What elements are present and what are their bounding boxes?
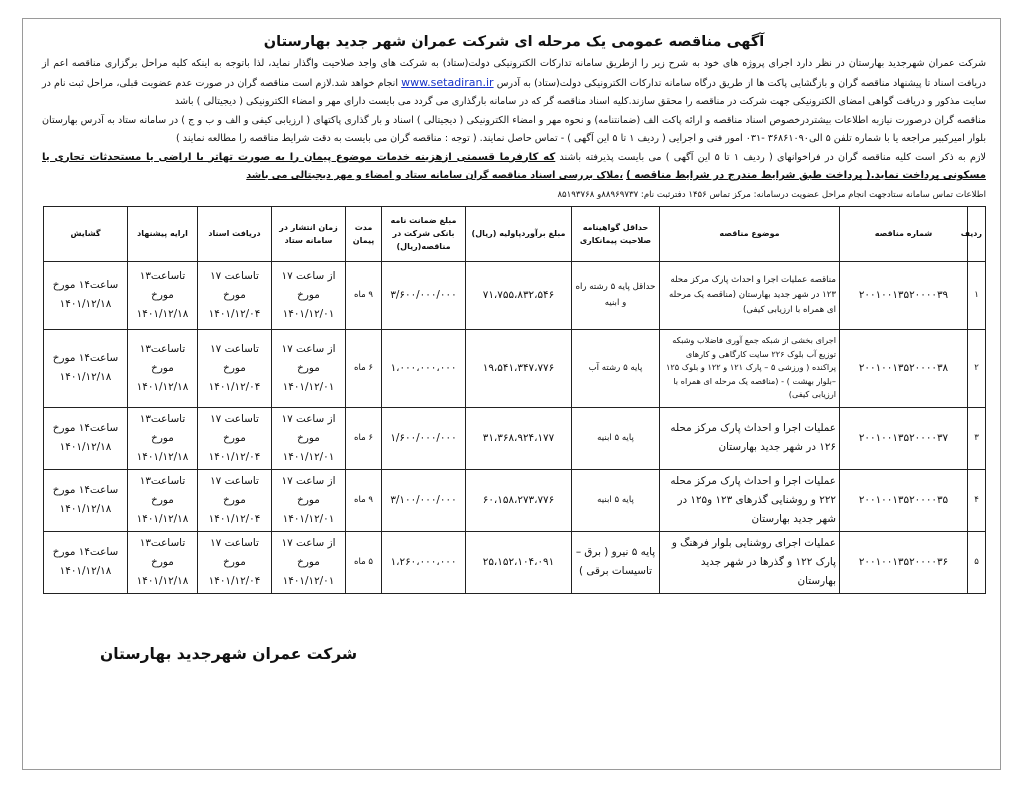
- cell-publish: از ساعت ۱۷ مورخ ۱۴۰۱/۱۲/۰۱: [272, 469, 346, 531]
- payment-paragraph: [42, 149, 986, 186]
- cell-index: ۴: [968, 469, 986, 531]
- cell-estimate: ۶۰،۱۵۸،۲۷۳،۷۷۶: [466, 469, 572, 531]
- cell-qualification: پایه ۵ ابنیه: [572, 469, 660, 531]
- cell-open: ساعت۱۴ مورخ ۱۴۰۱/۱۲/۱۸: [44, 531, 128, 593]
- cell-publish: از ساعت ۱۷ مورخ ۱۴۰۱/۱۲/۰۱: [272, 329, 346, 407]
- cell-qualification: حداقل پایه ۵ رشته راه و ابنیه: [572, 261, 660, 329]
- cell-publish: از ساعت ۱۷ مورخ ۱۴۰۱/۱۲/۰۱: [272, 261, 346, 329]
- table-row: [44, 531, 986, 593]
- info-paragraph: مناقصه گران درصورت نیازبه اطلاعات بیشتردرخصوص اسناد مناقصه و ارائه پاکت الف (ضمانتنامه) و نحوه مهر و امضاء الکترونیکی ( دیجیتالی ) اسناد و بار گذاری پاکتهای ( ارزیابی کیفی و الف و ب و ج ) در سامانه ستاد به آدرس بهارستان بلوار امیرکبیر مراجعه یا با شماره تلفن ۵ الی۳۶۸۶۱۰۹۰ -۰۳۱ امور فنی و اجرایی ( ردیف ۱ تا ۵ این آگهی ) - تماس حاصل نمایند. ( توجه : مناقصه گران می بایست به دقت شرایط مناقصه را مطالعه نمایند ): [42, 114, 986, 144]
- cell-submit: تاساعت۱۳ مورخ ۱۴۰۱/۱۲/۱۸: [128, 531, 198, 593]
- cell-estimate: ۲۵،۱۵۲،۱۰۴،۰۹۱: [466, 531, 572, 593]
- cell-estimate: ۳۱،۳۶۸،۹۲۴،۱۷۷: [466, 407, 572, 469]
- header-subject: موضوع مناقصه: [660, 206, 840, 261]
- intro-text-part2: انجام خواهد شد.لازم است مناقصه گران در صورت عدم عضویت قبلی، مراحل ثبت نام در سایت مذکور و دریافت گواهی امضای الکترونیکی جهت شرکت در مناقصه را محقق سازند.کلیه اسناد مناقصه گر که در سامانه بارگذاری می گردد می بایست دارای مهر و امضاء الکترونیکی ( دیجیتالی ) باشد: [42, 77, 986, 107]
- cell-tender-number: ۲۰۰۱۰۰۱۳۵۲۰۰۰۰۳۶: [840, 531, 968, 593]
- header-guarantee: مبلغ ضمانت نامه بانکی شرکت در مناقصه(ریال): [382, 206, 466, 261]
- cell-guarantee: ۱/۶۰۰/۰۰۰/۰۰۰: [382, 407, 466, 469]
- cell-guarantee: ۱،۲۶۰،۰۰۰،۰۰۰: [382, 531, 466, 593]
- cell-tender-number: ۲۰۰۱۰۰۱۳۵۲۰۰۰۰۳۸: [840, 329, 968, 407]
- cell-subject: عملیات اجرای روشنایی بلوار فرهنگ و پارک ۱۲۲ و گذرها در شهر جدید بهارستان: [660, 531, 840, 593]
- setad-website-link[interactable]: www.setadiran.ir: [401, 75, 494, 89]
- cell-open: ساعت۱۴ مورخ ۱۴۰۱/۱۲/۱۸: [44, 407, 128, 469]
- tender-table: [43, 206, 986, 594]
- contact-info: اطلاعات تماس سامانه ستادجهت انجام مراحل عضویت درسامانه: مرکز تماس ۱۴۵۶ دفترثبت نام: ۸۸۹۶۹۷۳۷و ۸۵۱۹۳۷۶۸: [557, 189, 986, 200]
- cell-open: ساعت۱۴ مورخ ۱۴۰۱/۱۲/۱۸: [44, 469, 128, 531]
- cell-duration: ۶ ماه: [346, 407, 382, 469]
- notice-title: آگهی مناقصه عمومی یک مرحله ای شرکت عمران شهر جدید بهارستان: [263, 34, 765, 50]
- cell-guarantee: ۱،۰۰۰،۰۰۰،۰۰۰: [382, 329, 466, 407]
- cell-qualification: پایه ۵ رشته آب: [572, 329, 660, 407]
- payment-text-c: ،ملاک بررسی اسناد مناقصه گران سامانه ستاد و امضاء و مهر دیجیتالی می باشد: [246, 170, 624, 181]
- header-receive: دریافت اسناد: [198, 206, 272, 261]
- cell-open: ساعت۱۴ مورخ ۱۴۰۱/۱۲/۱۸: [44, 261, 128, 329]
- cell-duration: ۶ ماه: [346, 329, 382, 407]
- cell-publish: از ساعت ۱۷ مورخ ۱۴۰۱/۱۲/۰۱: [272, 407, 346, 469]
- cell-receive: تاساعت ۱۷ مورخ ۱۴۰۱/۱۲/۰۴: [198, 407, 272, 469]
- cell-submit: تاساعت۱۳ مورخ ۱۴۰۱/۱۲/۱۸: [128, 329, 198, 407]
- payment-text-b: که کارفرما قسمتی ازهزینه خدمات موضوع پیمان را به صورت تهاتر با اراضی یا مستحدثات تجاری یا مسکونی پرداخت نماید.( پرداخت طبق شرایط مندرج در شرایط مناقصه ): [42, 151, 986, 181]
- cell-duration: ۹ ماه: [346, 261, 382, 329]
- table-row: [44, 261, 986, 329]
- cell-tender-number: ۲۰۰۱۰۰۱۳۵۲۰۰۰۰۳۵: [840, 469, 968, 531]
- cell-duration: ۹ ماه: [346, 469, 382, 531]
- notice-content: [42, 34, 986, 594]
- cell-submit: تاساعت۱۳ مورخ ۱۴۰۱/۱۲/۱۸: [128, 469, 198, 531]
- company-signature: شرکت عمران شهرجدید بهارستان: [100, 645, 358, 663]
- header-submit: ارایه پیشنهاد: [128, 206, 198, 261]
- cell-index: ۳: [968, 407, 986, 469]
- cell-tender-number: ۲۰۰۱۰۰۱۳۵۲۰۰۰۰۳۷: [840, 407, 968, 469]
- cell-receive: تاساعت ۱۷ مورخ ۱۴۰۱/۱۲/۰۴: [198, 261, 272, 329]
- cell-receive: تاساعت ۱۷ مورخ ۱۴۰۱/۱۲/۰۴: [198, 329, 272, 407]
- cell-guarantee: ۳/۱۰۰/۰۰۰/۰۰۰: [382, 469, 466, 531]
- header-row-index: ردیف: [968, 206, 986, 261]
- header-duration: مدت پیمان: [346, 206, 382, 261]
- cell-subject: اجرای بخشی از شبکه جمع آوری فاضلاب وشبکه توزیع آب بلوک ۲۲۶ سایت کارگاهی و کارهای پراکنده ( ورزشی ۵ – پارک ۱۲۱ و ۱۲۲ و بلوک ۱۲۵ –بلوار بهشت ) - (مناقصه یک مرحله ای همراه با ارزیابی کیفی): [660, 329, 840, 407]
- header-publish: زمان انتشار در سامانه ستاد: [272, 206, 346, 261]
- cell-estimate: ۱۹،۵۴۱،۳۴۷،۷۷۶: [466, 329, 572, 407]
- table-header-row: [44, 206, 986, 261]
- header-estimate: مبلغ برآوردپاولیه (ریال): [466, 206, 572, 261]
- cell-estimate: ۷۱،۷۵۵،۸۳۲،۵۴۶: [466, 261, 572, 329]
- cell-submit: تاساعت۱۳ مورخ ۱۴۰۱/۱۲/۱۸: [128, 407, 198, 469]
- cell-duration: ۵ ماه: [346, 531, 382, 593]
- cell-index: ۱: [968, 261, 986, 329]
- cell-publish: از ساعت ۱۷ مورخ ۱۴۰۱/۱۲/۰۱: [272, 531, 346, 593]
- table-row: [44, 407, 986, 469]
- cell-qualification: پایه ۵ نیرو ( برق – تاسیسات برقی ): [572, 531, 660, 593]
- cell-tender-number: ۲۰۰۱۰۰۱۳۵۲۰۰۰۰۳۹: [840, 261, 968, 329]
- header-open: گشایش: [44, 206, 128, 261]
- cell-subject: عملیات اجرا و احداث پارک مرکز محله ۲۲۲ و روشنایی گذرهای ۱۲۳ و۱۲۵ در شهر جدید بهارستان: [660, 469, 840, 531]
- table-row: [44, 469, 986, 531]
- cell-guarantee: ۳/۶۰۰/۰۰۰/۰۰۰: [382, 261, 466, 329]
- cell-index: ۵: [968, 531, 986, 593]
- cell-subject: عملیات اجرا و احداث پارک مرکز محله ۱۲۶ در شهر جدید بهارستان: [660, 407, 840, 469]
- payment-text-a: لازم به ذکر است کلیه مناقصه گران در فراخوانهای ( ردیف ۱ تا ۵ این آگهی ) می بایست پذیرفته باشند: [559, 151, 987, 163]
- cell-index: ۲: [968, 329, 986, 407]
- intro-text-part1: شرکت عمران شهرجدید بهارستان در نظر دارد اجرای پروژه های خود به شرح زیر را ازطریق سامانه تدارکات الکترونیکی دولت(ستاد) به شرکت های واجد صلاحیت واگذار نماید، لذا باتوجه به اینکه کلیه مراحل برگزاری مناقصه اعم از دریافت اسناد تا پیشنهاد مناقصه گران و بازگشایی پاکت ها از طریق درگاه سامانه تدارکات الکترونیکی دولت(ستاد) به آدرس: [42, 58, 986, 89]
- intro-paragraph: [42, 55, 986, 112]
- cell-receive: تاساعت ۱۷ مورخ ۱۴۰۱/۱۲/۰۴: [198, 531, 272, 593]
- header-tender-number: شماره مناقصه: [840, 206, 968, 261]
- cell-subject: مناقصه عملیات اجرا و احداث پارک مرکز محله ۱۲۳ در شهر جدید بهارستان (مناقصه یک مرحله ای همراه با ارزیابی کیفی): [660, 261, 840, 329]
- header-qualification: حداقل گواهینامه صلاحیت پیمانکاری: [572, 206, 660, 261]
- table-row: [44, 329, 986, 407]
- cell-open: ساعت۱۴ مورخ ۱۴۰۱/۱۲/۱۸: [44, 329, 128, 407]
- cell-receive: تاساعت ۱۷ مورخ ۱۴۰۱/۱۲/۰۴: [198, 469, 272, 531]
- cell-qualification: پایه ۵ ابنیه: [572, 407, 660, 469]
- cell-submit: تاساعت۱۳ مورخ ۱۴۰۱/۱۲/۱۸: [128, 261, 198, 329]
